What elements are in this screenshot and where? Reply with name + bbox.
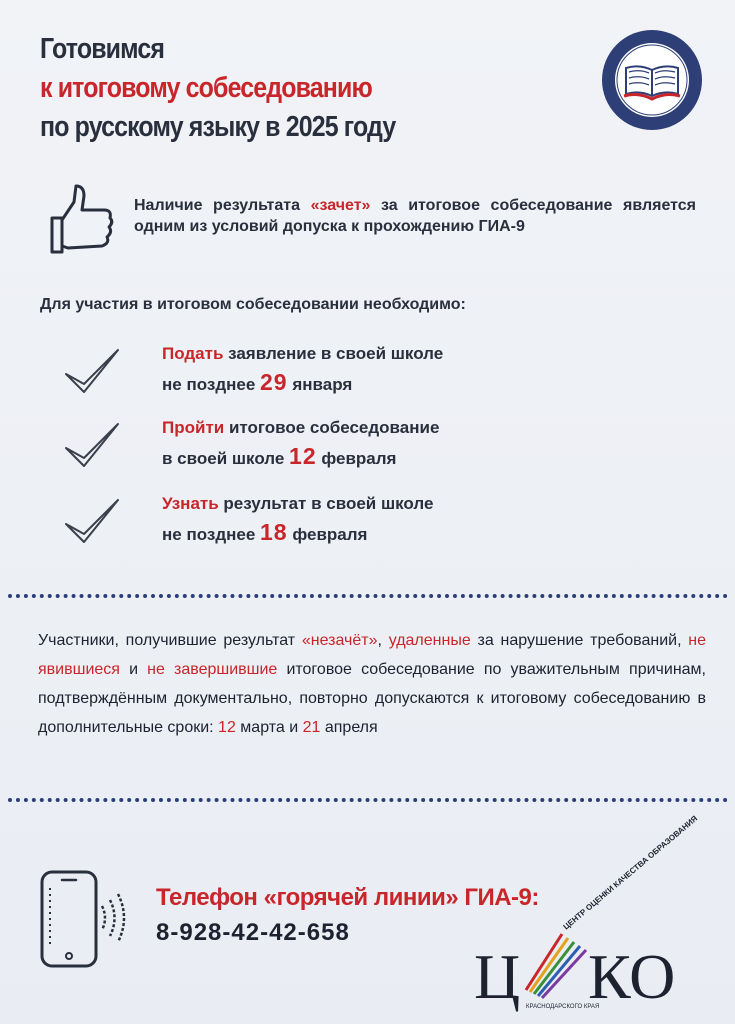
hotline-label: Телефон «горячей линии» ГИА-9: [156, 884, 539, 911]
step-line-2-pre: в своей школе [162, 449, 290, 468]
logo-letters-left: Ц [474, 941, 521, 1012]
retake-notice-text [38, 626, 706, 742]
step-get-result [62, 490, 582, 554]
step-verb: Пройти [162, 418, 225, 437]
title-line-2: к итоговому собеседованию [40, 72, 372, 104]
step-text [162, 490, 433, 549]
notice-part: Участники, получившие результат [38, 632, 302, 649]
page-title [40, 30, 395, 147]
dotted-divider-bottom [8, 798, 728, 802]
step-submit-application [62, 340, 582, 404]
step-date-number: 12 [289, 443, 317, 469]
notice-part: , [377, 632, 389, 649]
logo-arc-text: ЦЕНТР ОЦЕНКИ КАЧЕСТВА ОБРАЗОВАНИЯ [561, 813, 700, 932]
notice-highlight: не явившиеся [38, 632, 707, 678]
dotted-divider-top [8, 594, 728, 598]
step-line-1: заявление в своей школе [223, 344, 444, 363]
checkmark-icon [62, 418, 122, 474]
step-line-2-pre: не позднее [162, 525, 261, 544]
notice-part: апреля [320, 719, 378, 736]
admission-text-end: за итоговое собеседование является одним из условий допуска к прохождению ГИА-9 [134, 197, 697, 235]
requirements-heading: Для участия в итоговом собеседовании необходимо: [40, 296, 466, 313]
notice-part: итоговое собеседование по уважительным причинам, подтверждённым документально, повторно допускаются к итоговому собеседованию в дополнительные сроки: [38, 661, 706, 736]
logo-color-lines-icon [526, 934, 586, 998]
logo-region-text: КРАСНОДАРСКОГО КРАЯ [526, 1004, 600, 1010]
notice-highlight: удаленные [388, 632, 471, 649]
step-date-number: 29 [260, 369, 288, 395]
step-verb: Подать [162, 344, 224, 363]
admission-condition-text [134, 195, 696, 237]
step-text [162, 340, 443, 399]
zachet-highlight: «зачет» [310, 197, 371, 214]
notice-part: и [119, 661, 148, 678]
notice-highlight: 21 [302, 719, 321, 736]
admission-text-start: Наличие результата [134, 197, 311, 214]
step-text [162, 414, 439, 473]
checkmark-icon [62, 344, 122, 400]
step-verb: Узнать [162, 494, 219, 513]
step-date-number: 18 [260, 519, 288, 545]
smartphone-icon [38, 870, 134, 970]
thumbs-up-icon [38, 180, 118, 260]
ministry-book-emblem-icon [600, 28, 704, 132]
step-line-1: итоговое собеседование [224, 418, 440, 437]
step-pass-interview [62, 414, 582, 478]
step-line-2-post: февраля [287, 525, 368, 544]
tsoko-logo [470, 813, 710, 1012]
notice-highlight: 12 [218, 719, 236, 736]
title-line-3: по русскому языку в 2025 году [40, 111, 396, 143]
title-line-1: Готовимся [40, 33, 165, 65]
notice-part: за нарушение требований, [470, 632, 689, 649]
hotline-phone-number[interactable]: 8-928-42-42-658 [156, 919, 350, 946]
step-line-2-pre: не позднее [162, 375, 261, 394]
logo-letters-right: КО [588, 941, 676, 1012]
notice-highlight: «незачёт» [301, 632, 378, 649]
step-line-2-post: февраля [316, 449, 397, 468]
checkmark-icon [62, 494, 122, 550]
notice-part: марта и [235, 719, 303, 736]
step-line-1: результат в своей школе [218, 494, 434, 513]
step-line-2-post: января [287, 375, 353, 394]
notice-highlight: не завершившие [147, 661, 278, 678]
